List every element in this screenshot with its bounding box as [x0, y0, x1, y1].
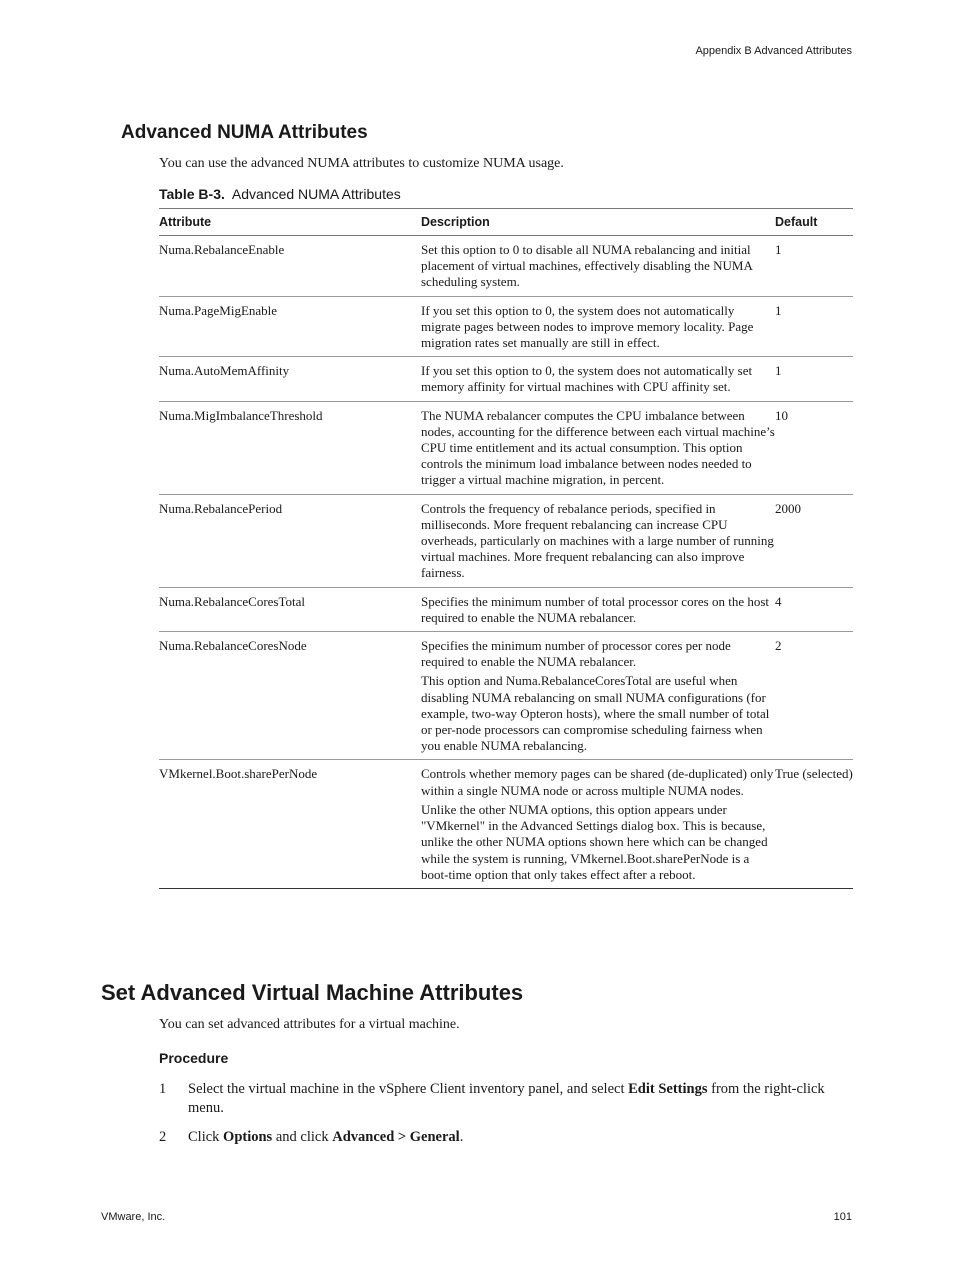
table-row	[159, 632, 853, 760]
description-paragraph: Specifies the minimum number of processor cores per node required to enable the NUMA rebalancer.	[421, 638, 731, 670]
step-ui-label: Advanced > General	[332, 1129, 460, 1145]
table-row	[159, 236, 853, 297]
running-header: Appendix B Advanced Attributes	[695, 45, 852, 57]
table-caption-label: Table B-3.	[159, 186, 225, 202]
default-cell: 4	[775, 593, 782, 609]
attribute-cell: Numa.RebalancePeriod	[159, 500, 283, 516]
default-cell: 1	[775, 242, 782, 257]
page-number: 101	[833, 1211, 852, 1223]
section-heading-numa: Advanced NUMA Attributes	[121, 122, 368, 143]
attribute-cell: Numa.RebalanceEnable	[159, 242, 285, 257]
step-number: 2	[159, 1129, 167, 1145]
step-text	[188, 1128, 853, 1147]
attribute-cell: Numa.AutoMemAffinity	[159, 363, 290, 379]
default-cell: 10	[775, 407, 788, 423]
default-cell: 1	[775, 363, 782, 379]
table-row	[159, 760, 853, 887]
table-body	[159, 236, 853, 888]
description-cell	[421, 594, 775, 626]
description-cell	[421, 242, 775, 291]
attribute-cell: Numa.RebalanceCoresTotal	[159, 593, 306, 609]
column-header-description: Description	[421, 215, 490, 229]
step-text	[188, 1080, 853, 1118]
description-paragraph: If you set this option to 0, the system does not automatically set memory affinity for virtual machines with CPU affinity set.	[421, 363, 753, 395]
section-heading-set-advanced: Set Advanced Virtual Machine Attributes	[101, 980, 524, 1005]
step-text-part: and click	[272, 1129, 333, 1145]
step-ui-label: Options	[223, 1129, 273, 1145]
description-cell	[421, 363, 775, 395]
description-cell	[421, 638, 775, 754]
table-header-row	[159, 209, 853, 236]
description-paragraph: Set this option to 0 to disable all NUMA rebalancing and initial placement of virtual machines, effectively disabling the NUMA scheduling system.	[421, 242, 753, 290]
step-text-part: Select the virtual machine in the vSphere Client inventory panel, and select	[188, 1081, 629, 1097]
description-paragraph: The NUMA rebalancer computes the CPU imbalance between nodes, accounting for the difference between each virtual machine’s CPU time entitlement and its actual consumption. This option controls the minimum load imbalance between nodes needed to trigger a virtual machine migration, in percent.	[421, 407, 775, 488]
procedure-step	[159, 1128, 853, 1147]
description-paragraph: Specifies the minimum number of total processor cores on the host required to enable the NUMA rebalancer.	[421, 593, 770, 625]
table-row	[159, 588, 853, 632]
default-cell: True (selected)	[775, 766, 853, 782]
description-paragraph: Controls the frequency of rebalance periods, specified in milliseconds. More frequent rebalancing can increase CPU overheads, particularly on machines with a large number of running virtual machines. More frequent rebalancing can also improve fairness.	[421, 500, 774, 581]
column-header-default: Default	[775, 215, 818, 229]
step-ui-label: Edit Settings	[628, 1081, 708, 1097]
section-intro: You can use the advanced NUMA attributes to customize NUMA usage.	[159, 156, 564, 171]
table-caption	[159, 186, 401, 202]
procedure-heading: Procedure	[159, 1050, 229, 1066]
footer-company: VMware, Inc.	[101, 1211, 166, 1223]
table-row	[159, 402, 853, 495]
default-cell: 2000	[775, 500, 801, 516]
table-row	[159, 495, 853, 588]
description-cell	[421, 303, 775, 352]
default-cell: 1	[775, 302, 782, 318]
step-number: 1	[159, 1081, 167, 1097]
description-cell	[421, 501, 775, 582]
step-text-part: Click	[188, 1129, 224, 1145]
table-row	[159, 357, 853, 401]
numa-attributes-table	[159, 208, 853, 889]
attribute-cell: Numa.MigImbalanceThreshold	[159, 407, 323, 423]
description-paragraph: Unlike the other NUMA options, this option appears under "VMkernel" in the Advanced Settings dialog box. This is because, unlike the other NUMA options shown here which can be changed while the system is running, VMkernel.Boot.sharePerNode is a boot-time option that only takes effect after a reboot.	[421, 801, 768, 882]
section-intro-2: You can set advanced attributes for a virtual machine.	[159, 1017, 460, 1032]
description-cell	[421, 408, 775, 489]
step-text-part: from the right-click menu.	[188, 1081, 825, 1116]
table-caption-text: Advanced NUMA Attributes	[231, 186, 401, 202]
attribute-cell: Numa.PageMigEnable	[159, 302, 278, 318]
procedure-step	[159, 1080, 853, 1118]
step-text-part: .	[459, 1129, 464, 1145]
attribute-cell: VMkernel.Boot.sharePerNode	[159, 766, 318, 782]
default-cell: 2	[775, 638, 782, 654]
column-header-attribute: Attribute	[159, 215, 212, 229]
description-cell	[421, 766, 775, 882]
description-paragraph: If you set this option to 0, the system does not automatically migrate pages between nodes to improve memory locality. Page migration rates set manually are still in effect.	[421, 302, 754, 351]
attribute-cell: Numa.RebalanceCoresNode	[159, 638, 307, 654]
table-row	[159, 297, 853, 358]
description-paragraph: Controls whether memory pages can be shared (de-duplicated) only within a single NUMA node or across multiple NUMA nodes.	[421, 766, 774, 798]
description-paragraph: This option and Numa.RebalanceCoresTotal are useful when disabling NUMA rebalancing on small NUMA configurations (for example, two-way Opteron hosts), where the small number of total or per-node processors can compromise scheduling fairness when you enable NUMA rebalancing.	[421, 673, 770, 754]
